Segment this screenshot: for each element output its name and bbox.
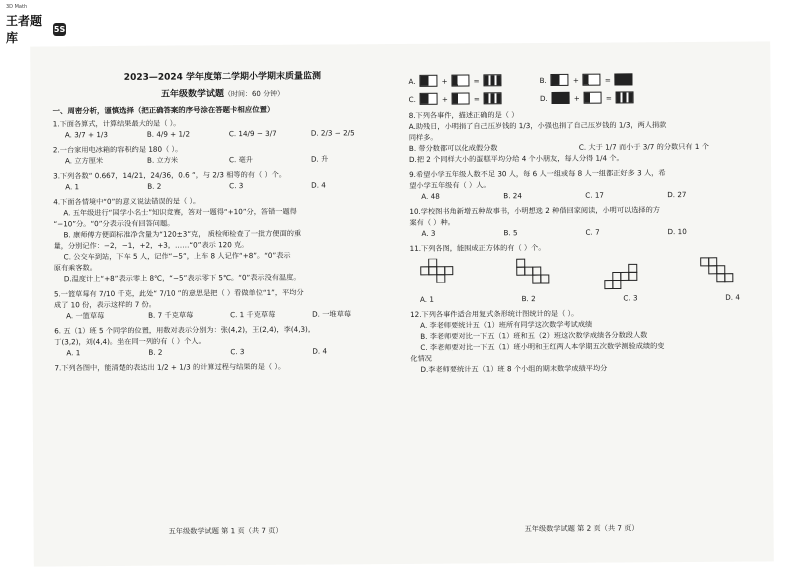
cube-nets — [420, 257, 740, 291]
logo-brand-text: 王者题库 — [6, 14, 43, 45]
question-12-option-b[interactable]: B. 李老师要对比一下五（1）班和五（2）班这次数学成绩各分数段人数 — [420, 330, 648, 341]
page-2 — [408, 70, 751, 540]
question-3-text: 3.下列各数“ 0.667，14/21，24/36，0.6̇ ”，与 2/3 相等的有（ ）个。 — [53, 169, 287, 181]
question-10 — [409, 205, 749, 238]
question-10-text: 10.学校图书角新增五种故事书，小明想选 2 种借回家阅读，小明可以选择的方 — [409, 205, 660, 216]
question-4-option-a-cont: “−10”分。“0”分表示没有回答问题。 — [53, 218, 175, 229]
fraction-bar-icon — [551, 74, 569, 86]
question-6-option-d[interactable]: D. 4 — [312, 346, 328, 356]
question-11 — [410, 242, 750, 304]
question-7-option-c[interactable]: C. — [408, 94, 416, 104]
question-9-option-a[interactable]: A. 48 — [421, 191, 440, 201]
cube-net-icon — [516, 258, 556, 288]
question-1-option-b[interactable]: B. 4/9 + 1/2 — [146, 129, 191, 139]
question-2-option-c[interactable]: C. 毫升 — [228, 155, 253, 165]
question-5 — [54, 287, 394, 320]
question-11-text: 11.下列各图，能围成正方体的有（ ）个。 — [409, 242, 546, 253]
question-9-option-c[interactable]: C. 17 — [585, 190, 605, 200]
fraction-bar-icon — [420, 93, 438, 105]
cube-net-icon — [604, 257, 652, 289]
question-10-option-b[interactable]: B. 5 — [503, 228, 518, 238]
fraction-bar-icon — [616, 91, 634, 103]
question-4-option-d[interactable]: D.温度计上“+8”表示零上 8℃，“−5”表示零下 5℃。“0”表示没有温度。 — [63, 272, 301, 284]
question-12-option-a[interactable]: A. 李老师要统计五（1）班所有同学这次数学考试成绩 — [420, 319, 593, 330]
question-1 — [53, 117, 393, 139]
question-9-text: 9.希望小学五年级人数不足 30 人，每 6 人一组或每 8 人一组都正好多 3 人，希 — [409, 168, 666, 179]
section-heading: 一、周密分析，谨慎选择（把正确答案的序号涂在答题卡相应位置） — [52, 104, 275, 116]
fraction-bar-icon — [615, 73, 633, 85]
question-12-option-d[interactable]: D.李老师要统计五（1）班 8 个小组的期末数学成绩平均分 — [420, 363, 608, 374]
question-10-option-d[interactable]: D. 10 — [667, 227, 687, 237]
logo-top-text: 3D Math — [6, 4, 28, 10]
question-8-text: 8.下列各事件，描述正确的是（ ） — [408, 110, 519, 120]
question-4-option-b[interactable]: B. 康师傅方便面标准净含量为“120±3”克， 质检师检查了一批方便面的重 — [63, 228, 302, 240]
question-9-option-b[interactable]: B. 24 — [503, 191, 522, 201]
question-5-text: 5.一篮草莓有 7/10 千克，此处“ 7/10 ”的意思是把（ ）看做单位“1”，平均分 — [53, 287, 304, 299]
question-12 — [410, 308, 750, 374]
fraction-bar-icon — [452, 75, 470, 87]
question-1-option-c[interactable]: C. 14/9 − 3/7 — [228, 128, 277, 139]
question-5-option-a[interactable]: A. 一篮草莓 — [66, 311, 105, 321]
question-1-option-a[interactable]: A. 3/7 + 1/3 — [64, 130, 108, 140]
question-2 — [53, 143, 393, 165]
question-2-option-a[interactable]: A. 立方厘米 — [64, 156, 104, 166]
question-12-text: 12.下列各事件适合用复式条形统计图统计的是（ ）。 — [410, 308, 579, 319]
question-11-option-c[interactable]: C. 3 — [623, 293, 638, 303]
fraction-bar-icon — [419, 75, 437, 87]
question-7-option-d[interactable]: D. — [539, 93, 548, 103]
question-8-option-d[interactable]: D.把 2 个同样大小的蛋糕平均分给 4 个小朋友，每人分得 1/4 个。 — [408, 153, 624, 164]
question-6-option-c[interactable]: C. 3 — [230, 347, 245, 357]
question-3 — [53, 169, 393, 191]
question-7-figures-row-1: A. + = B. + = — [408, 73, 748, 87]
cube-net-icon — [420, 259, 468, 283]
question-11-option-b[interactable]: B. 2 — [521, 294, 536, 304]
question-4 — [53, 195, 394, 283]
question-11-option-d[interactable]: D. 4 — [725, 292, 740, 302]
fraction-bar-icon — [484, 92, 502, 104]
question-2-text: 2.一台家用电冰箱的容积约是 180（ ）。 — [52, 144, 183, 155]
fraction-bar-icon — [584, 92, 602, 104]
exam-time: （时间：60 分钟） — [223, 89, 285, 99]
question-7-text: 7.下列各图中，能清楚的表达出 1/2 + 1/3 的计算过程与结果的是（ ）。 — [54, 361, 286, 373]
exam-title: 2023—2024 学年度第二学期小学期末质量监测 — [123, 71, 322, 83]
exam-subtitle-text: 五年级数学试题 — [160, 89, 225, 100]
fraction-bar-icon — [484, 74, 502, 86]
question-5-option-b[interactable]: B. 7 千克草莓 — [148, 310, 194, 320]
page-2-footer: 五年级数学试题 第 2 页（共 7 页） — [524, 523, 639, 534]
brand-logo — [6, 4, 66, 45]
question-4-option-c[interactable]: C. 公交车到站，下车 5 人，记作“−5”，上车 8 人记作“+8”。“0”表示 — [63, 250, 291, 262]
question-10-option-a[interactable]: A. 3 — [421, 228, 436, 238]
question-9-option-d[interactable]: D. 27 — [667, 190, 687, 200]
question-4-option-a[interactable]: A. 五年级进行“国学小名士”知识竞赛，答对一题得“+10”分，答错一题得 — [63, 206, 297, 218]
question-8-option-a[interactable]: A.助残日，小明捐了自己压岁钱的 1/3，小强也捐了自己压岁钱的 1/3，两人捐款 — [408, 120, 667, 131]
question-2-option-b[interactable]: B. 立方米 — [146, 155, 179, 165]
question-12-option-c[interactable]: C. 李老师要对比一下五（1）班小明和王红两人本学期五次数学测验成绩的变 — [420, 341, 665, 352]
question-4-text: 4.下面各情境中“0”的意义说法错误的是（ ）。 — [53, 196, 201, 207]
question-11-option-a[interactable]: A. 1 — [419, 294, 434, 304]
question-9 — [409, 168, 749, 201]
question-7 — [54, 361, 394, 372]
question-12-option-c-cont: 化情况 — [410, 353, 432, 363]
page-1 — [52, 72, 395, 542]
question-8 — [409, 109, 749, 164]
question-1-option-d[interactable]: D. 2/3 − 2/5 — [310, 128, 355, 138]
question-6-option-b[interactable]: B. 2 — [148, 347, 163, 357]
question-5-text-cont: 成了 10 份，表示这样的 7 份。 — [53, 299, 156, 310]
fraction-bar-icon — [583, 74, 601, 86]
question-2-option-d[interactable]: D. 升 — [310, 154, 329, 164]
question-3-option-c[interactable]: C. 3 — [229, 181, 244, 191]
question-8-option-b[interactable]: B. 带分数都可以化成假分数 — [408, 143, 498, 153]
question-8-option-a-cont: 同样多。 — [408, 132, 438, 142]
question-3-option-d[interactable]: D. 4 — [311, 180, 326, 190]
question-8-option-c[interactable]: C. 大于 1/7 而小于 3/7 的分数只有 1 个 — [578, 141, 709, 152]
question-9-text-cont: 望小学五年级有（ ）人。 — [409, 180, 491, 190]
question-4-option-b-cont: 量，分别记作：−2，−1，+2，+3，……“0”表示 120 克。 — [53, 240, 249, 251]
question-6-text: 6. 五（1）班 5 个同学的位置，用数对表示分别为：张(4,2)，王(2,4)，李(4,3)， — [54, 324, 316, 336]
question-10-option-c[interactable]: C. 7 — [585, 227, 600, 237]
question-3-option-b[interactable]: B. 2 — [147, 181, 162, 191]
question-1-text: 1.下面各算式，计算结果最大的是（ ）。 — [52, 118, 181, 129]
fraction-bar-icon — [552, 92, 570, 104]
question-7-figures-row-2: C. + = D. + = — [409, 91, 749, 105]
question-5-option-c[interactable]: C. 1 千克草莓 — [230, 309, 276, 320]
exam-subtitle — [53, 89, 393, 100]
exam-sheet — [30, 41, 774, 566]
question-5-option-d[interactable]: D. 一堆草莓 — [312, 309, 351, 319]
page-1-footer: 五年级数学试题 第 1 页（共 7 页） — [168, 525, 283, 536]
question-10-text-cont: 案有（ ）种。 — [409, 217, 455, 227]
question-7-option-b[interactable]: B. — [539, 75, 547, 85]
question-4-option-c-cont: 原有乘客数。 — [53, 263, 97, 273]
question-6-text-cont: 丁(3,2)，刘(4,4)。坐在同一列的有（ ）个人。 — [54, 336, 206, 347]
logo-badge-icon: 5S — [53, 24, 66, 34]
cube-net-icon — [700, 257, 740, 289]
question-7-option-a[interactable]: A. — [408, 76, 416, 86]
question-6 — [54, 324, 394, 357]
fraction-bar-icon — [452, 93, 470, 105]
question-6-option-a[interactable]: A. 1 — [66, 348, 81, 358]
question-3-option-a[interactable]: A. 1 — [65, 182, 80, 192]
